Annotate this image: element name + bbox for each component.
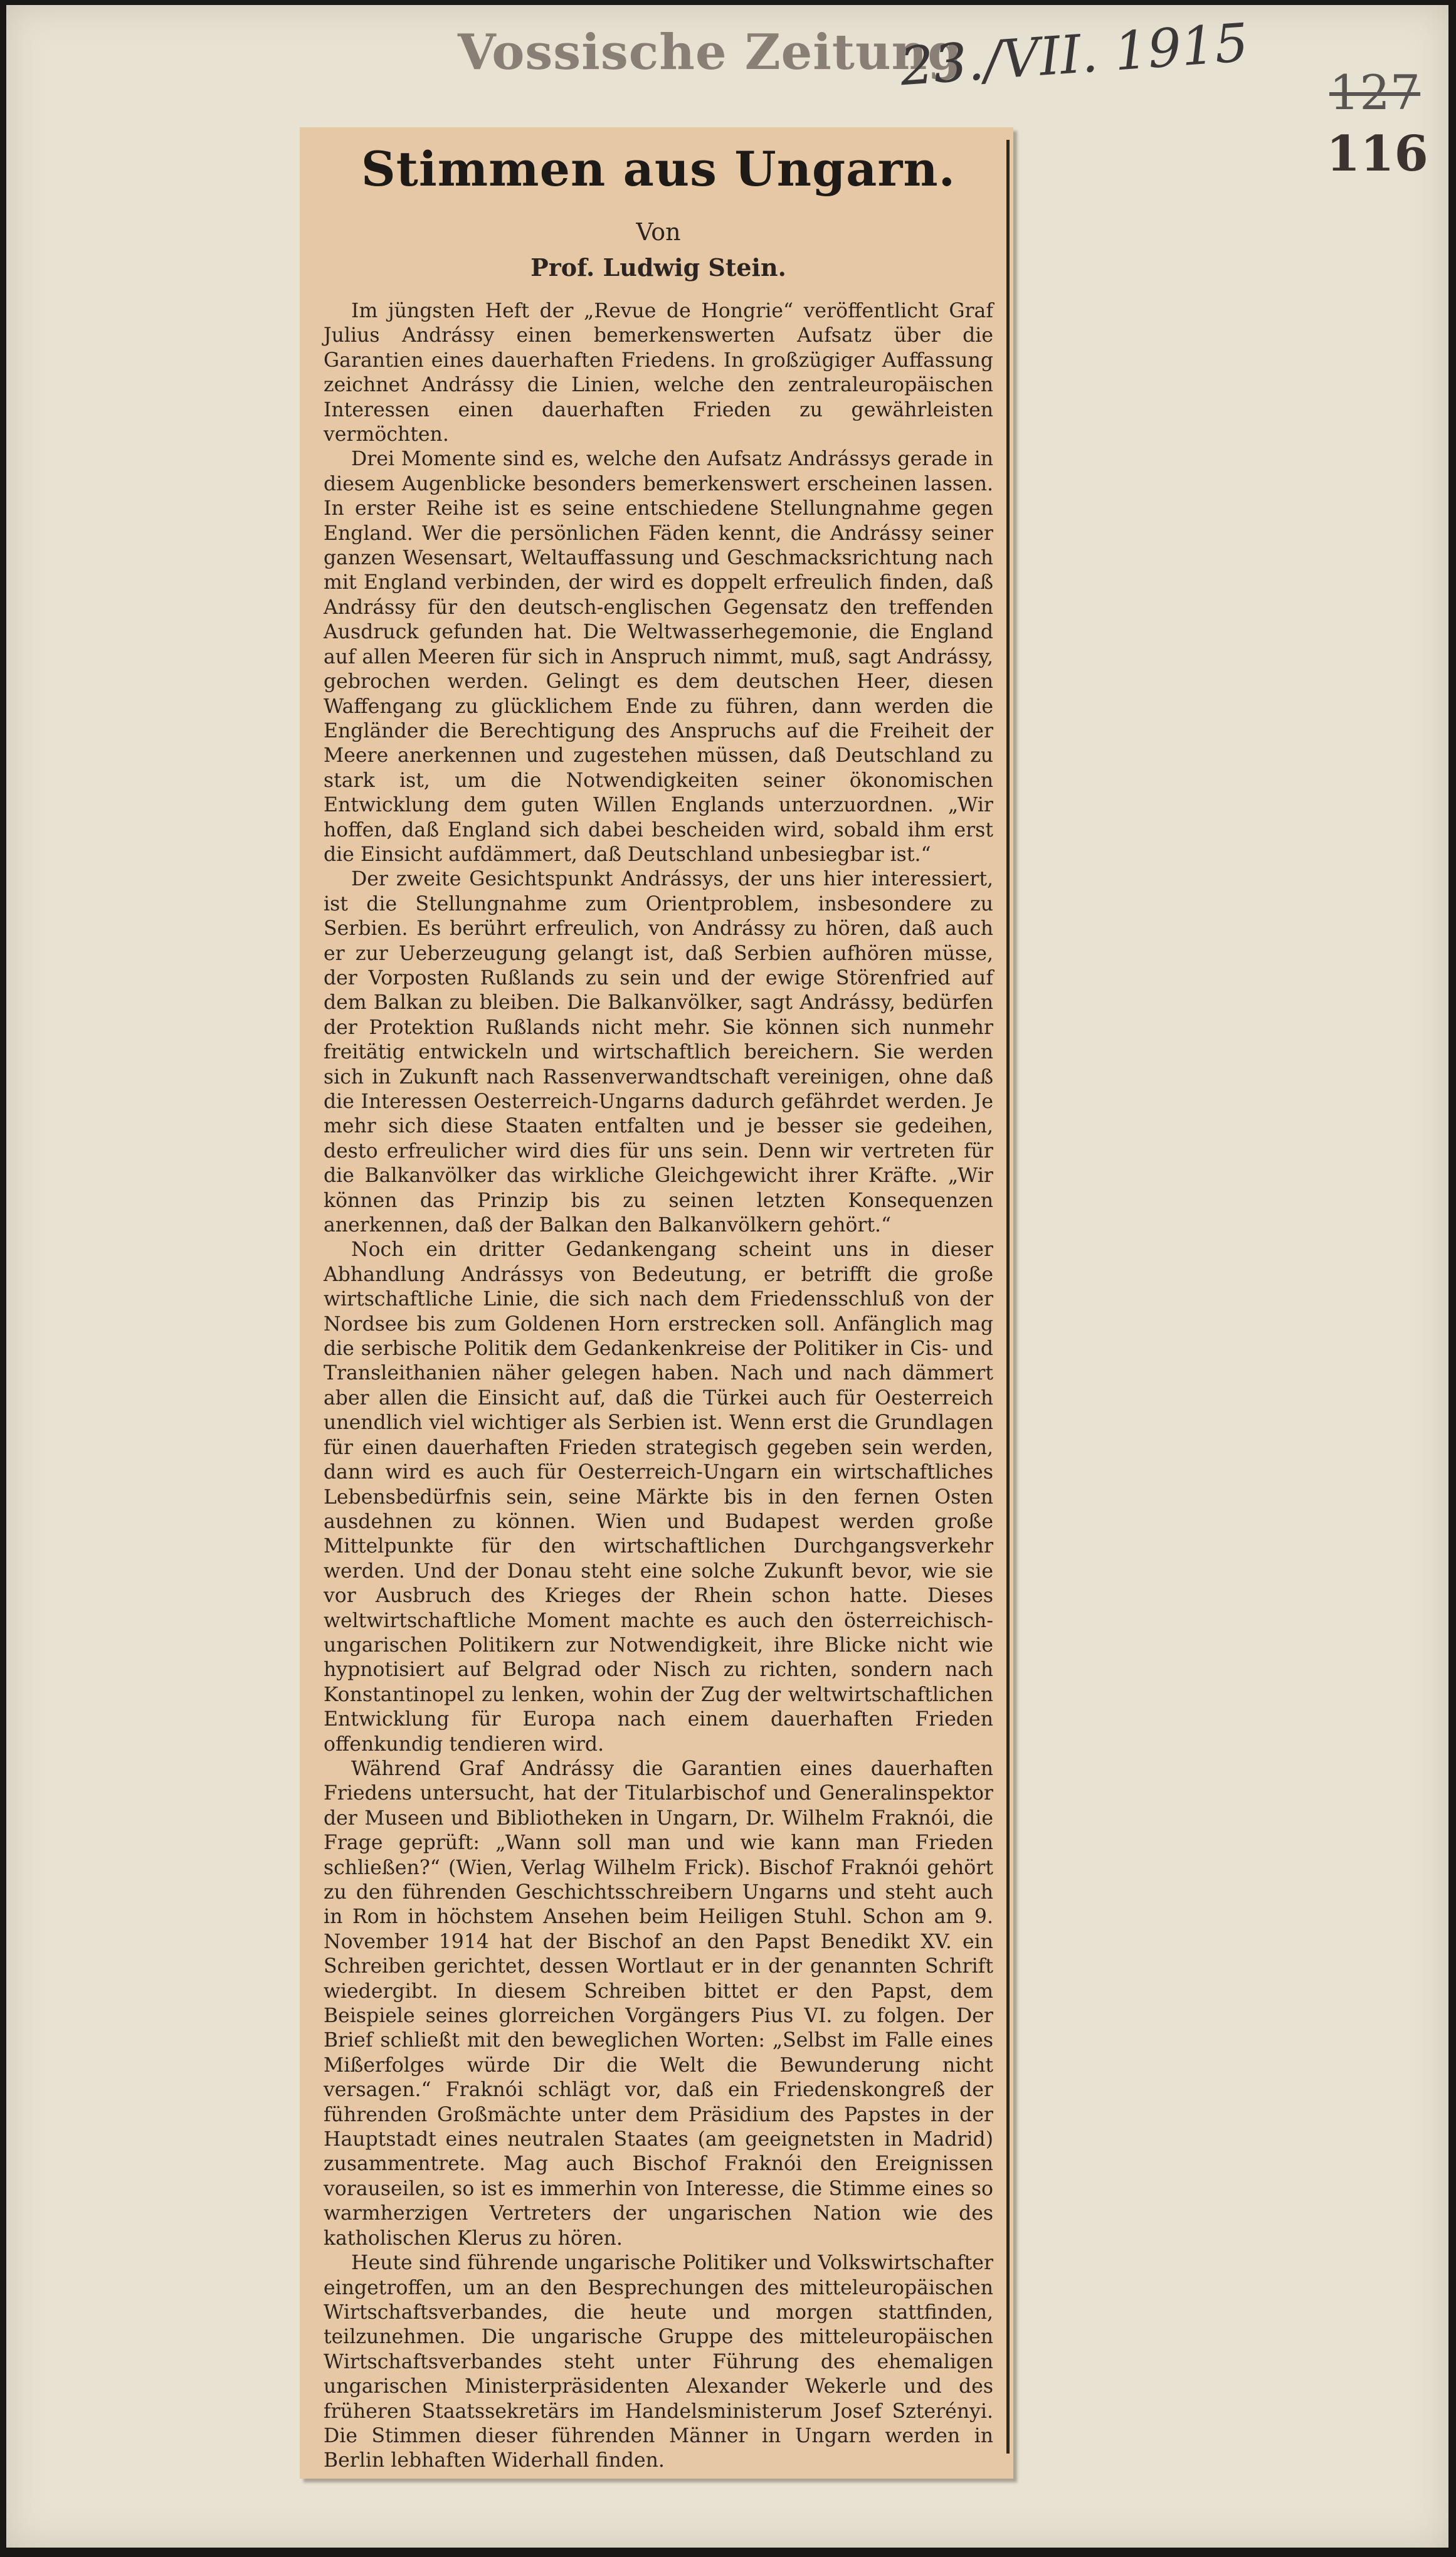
article-paragraph: Im jüngsten Heft der „Revue de Hongrie“ veröffentlicht Graf Julius Andrássy einen bemerkenswerten Aufsatz über die Garantien eines dauerhaften Friedens. In großzügiger Auffassung zeichnet Andrássy die Linien, welche den zentraleuropäischen Interessen einen dauerhaften Frieden zu gewährleisten vermöchten.: [324, 300, 993, 446]
article-paragraph: Drei Momente sind es, welche den Aufsatz Andrássys gerade in diesem Augenblicke besonders bemerkenswert erscheinen lassen. In erster Reihe ist es seine entschiedene Stellungnahme gegen England. Wer die persönlichen Fäden kennt, die Andrássy seiner ganzen Wesensart, Weltauffassung und Geschmacksrichtung nach mit England verbinden, der wird es doppelt erfreulich finden, daß Andrássy für den deutsch-englischen Gegensatz den treffenden Ausdruck gefunden hat. Die Weltwasserhegemonie, die England auf allen Meeren für sich in Anspruch nimmt, muß, sagt Andrássy, gebrochen werden. Gelingt es dem deutschen Heer, diesen Waffengang zu glücklichem Ende zu führen, dann werden die Engländer die Berechtigung des Anspruchs auf die Freiheit der Meere anerkennen und zugestehen müssen, daß Deutschland zu stark ist, um die Notwendigkeiten seiner ökonomischen Entwicklung dem guten Willen Englands unterzuordnen. „Wir hoffen, daß England sich dabei bescheiden wird, sobald ihm erst die Einsicht aufdämmert, daß Deutschland unbesiegbar ist.“: [324, 448, 993, 866]
page-number-struck: 127: [1329, 65, 1421, 120]
byline-von: Von: [636, 218, 681, 246]
article-author: Prof. Ludwig Stein.: [530, 253, 786, 282]
column-rule: [1006, 140, 1010, 2454]
handwritten-date: 23./VII. 1915: [898, 11, 1250, 98]
article-paragraph: Während Graf Andrássy die Garantien eines dauerhaften Friedens untersucht, hat der Titularbischof und Generalinspektor der Museen und Bibliotheken in Ungarn, Dr. Wilhelm Fraknói, die Frage geprüft: „Wann soll man und wie kann man Frieden schließen?“ (Wien, Verlag Wilhelm Frick). Bischof Fraknói gehört zu den führenden Geschichtsschreibern Ungarns und steht auch in Rom in höchstem Ansehen beim Heiligen Stuhl. Schon am 9. November 1914 hat der Bischof an den Papst Benedikt XV. ein Schreiben gerichtet, dessen Wortlaut er in der genannten Schrift wiedergibt. In diesem Schreiben bittet er den Papst, dem Beispiele seines glorreichen Vorgängers Pius VI. zu folgen. Der Brief schließt mit den beweglichen Worten: „Selbst im Falle eines Mißerfolges würde Dir die Welt die Bewunderung nicht versagen.“ Fraknói schlägt vor, daß ein Friedenskongreß der führenden Großmächte unter dem Präsidium des Papstes in der Hauptstadt eines neutralen Staates (am geeignetsten in Madrid) zusammentrete. Mag auch Bischof Fraknói den Ereignissen vorauseilen, so ist es immerhin von Interesse, die Stimme eines so warmherzigen Vertreters der ungarischen Nation wie des katholischen Klerus zu hören.: [324, 1757, 993, 2250]
page-number: 116: [1326, 125, 1428, 182]
archive-sheet: [6, 5, 1448, 2548]
article-paragraph: Noch ein dritter Gedankengang scheint uns in dieser Abhandlung Andrássys von Bedeutung, er betrifft die große wirtschaftliche Linie, die sich nach dem Friedensschluß von der Nordsee bis zum Goldenen Horn erstrecken soll. Anfänglich mag die serbische Politik dem Gedankenkreise der Politiker in Cis- und Transleithanien näher gelegen haben. Nach und nach dämmert aber allen die Einsicht auf, daß die Türkei auch für Oesterreich unendlich viel wichtiger als Serbien ist. Wenn erst die Grundlagen für einen dauerhaften Frieden strategisch gegeben sein werden, dann wird es auch für Oesterreich-Ungarn ein wirtschaftliches Lebensbedürfnis sein, seine Märkte bis in den fernen Osten ausdehnen zu können. Wien und Budapest werden große Mittelpunkte für den wirtschaftlichen Durchgangsverkehr werden. Und der Donau steht eine solche Zukunft bevor, wie sie vor Ausbruch des Krieges der Rhein schon hatte. Dieses weltwirtschaftliche Moment machte es auch den österreichisch-ungarischen Politikern zur Notwendigkeit, ihre Blicke nicht wie hypnotisiert auf Belgrad oder Nisch zu richten, sondern nach Konstantinopel zu lenken, wohin der Zug der weltwirtschaftlichen Entwicklung für Europa nach einem dauerhaften Frieden offenkundig tendieren wird.: [324, 1238, 993, 1756]
article-paragraph: Heute sind führende ungarische Politiker und Volkswirtschafter eingetroffen, um an den Besprechungen des mitteleuropäischen Wirtschaftsverbandes, die heute und morgen stattfinden, teilzunehmen. Die ungarische Gruppe des mitteleuropäischen Wirtschaftsverbandes steht unter Führung des ehemaligen ungarischen Ministerpräsidenten Alexander Wekerle und des früheren Staatssekretärs im Handelsministerum Josef Szterényi. Die Stimmen dieser führenden Männer in Ungarn werden in Berlin lebhaften Widerhall finden.: [324, 2252, 993, 2472]
article-title: Stimmen aus Ungarn.: [361, 141, 956, 197]
article-paragraph: Der zweite Gesichtspunkt Andrássys, der uns hier interessiert, ist die Stellungnahme zum Orientproblem, insbesondere zu Serbien. Es berührt erfreulich, von Andrássy zu hören, daß auch er zur Ueberzeugung gelangt ist, daß Serbien aufhören müsse, der Vorposten Rußlands zu sein und der ewige Störenfried auf dem Balkan zu bleiben. Die Balkanvölker, sagt Andrássy, bedürfen der Protektion Rußlands nicht mehr. Sie können sich nunmehr freitätig entwickeln und wirtschaftlich bereichern. Sie werden sich in Zukunft nach Rassenverwandtschaft vereinigen, ohne daß die Interessen Oesterreich-Ungarns dadurch gefährdet werden. Je mehr sich diese Staaten entfalten und je besser sie gedeihen, desto erfreulicher wird dies für uns sein. Denn wir vertreten für die Balkanvölker das wirkliche Gleichgewicht ihrer Kräfte. „Wir können das Prinzip bis zu seinen letzten Konsequenzen anerkennen, daß der Balkan den Balkanvölkern gehört.“: [324, 868, 993, 1237]
newspaper-masthead: Vossische Zeitung: [458, 24, 963, 81]
newspaper-clipping: [300, 127, 1013, 2479]
